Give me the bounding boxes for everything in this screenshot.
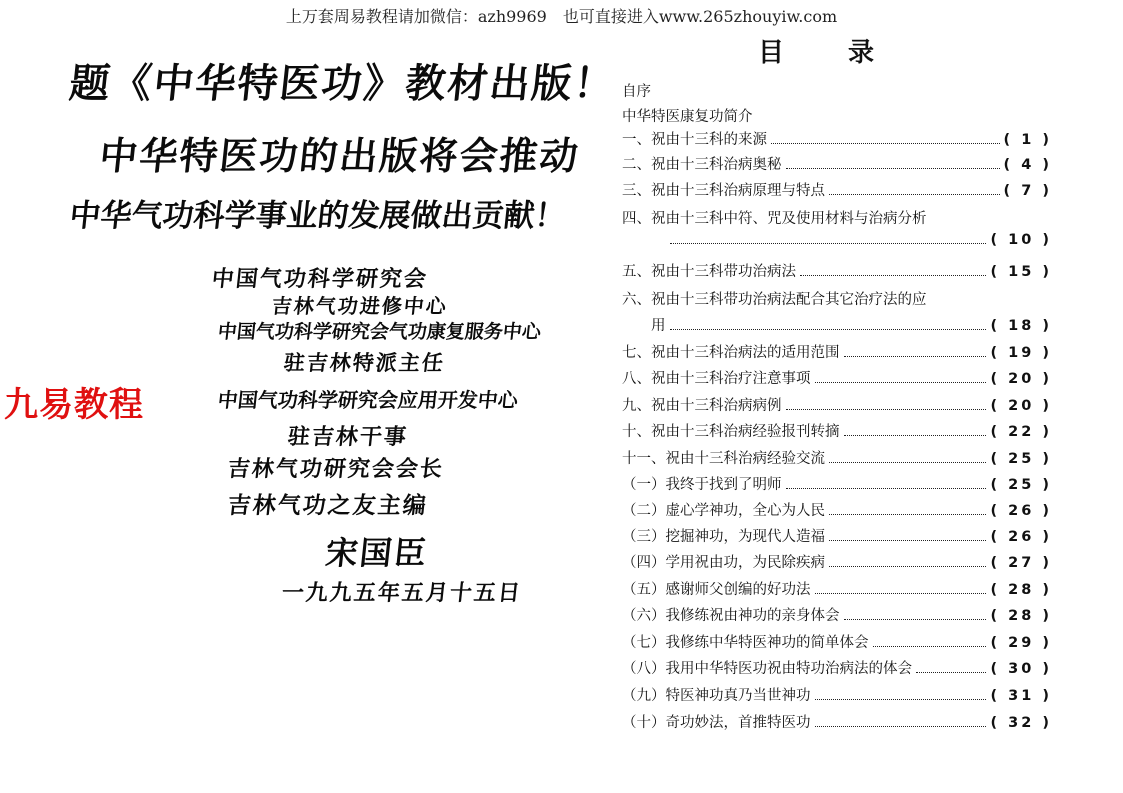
toc-entry <box>622 153 1052 175</box>
toc-leader-dots <box>844 435 987 436</box>
toc-entry-title: 七、祝由十三科治病法的适用范围 <box>622 345 840 361</box>
signature-line-6: 驻吉林干事 <box>286 424 410 450</box>
toc-entry-title: 十、祝由十三科治病经验报刊转摘 <box>622 424 840 440</box>
inscription-line-1: 题《中华特医功》教材出版！ <box>67 60 619 107</box>
toc-entry-title: （三）挖掘神功，为现代人造福 <box>622 529 825 545</box>
toc-entry-page: ( 28 ) <box>990 582 1052 598</box>
toc-entry-page: ( 30 ) <box>990 661 1052 677</box>
toc-entry <box>622 657 1052 679</box>
toc-entry <box>622 499 1052 521</box>
signature-line-8: 吉林气功之友主编 <box>226 492 430 519</box>
toc-entry-page: ( 22 ) <box>990 424 1052 440</box>
toc-entry <box>622 711 1052 733</box>
toc-entry-title: （六）我修练祝由神功的亲身体会 <box>622 608 840 624</box>
toc-entry-page: ( 19 ) <box>990 345 1052 361</box>
toc-leader-dots <box>786 488 987 489</box>
toc-entry <box>622 128 1052 150</box>
toc-entry <box>622 341 1052 363</box>
toc-entry <box>622 367 1052 389</box>
toc-leader-dots <box>829 194 1000 195</box>
toc-entry <box>622 179 1052 201</box>
toc-entry-page: ( 20 ) <box>990 371 1052 387</box>
toc-entry-title: 六、祝由十三科带功治病法配合其它治疗法的应 <box>622 292 927 308</box>
toc-entry-title: （四）学用祝由功，为民除疾病 <box>622 555 825 571</box>
toc-leader-dots <box>815 726 987 727</box>
inscription-date: 一九九五年五月十五日 <box>280 580 524 606</box>
toc-entry-title: 五、祝由十三科带功治病法 <box>622 264 796 280</box>
toc-entry <box>622 207 1052 229</box>
signature-line-2: 吉林气功进修中心 <box>270 294 450 318</box>
toc-leader-dots <box>670 243 986 244</box>
toc-entry-title: （八）我用中华特医功祝由特功治病法的体会 <box>622 661 912 677</box>
signature-line-1: 中国气功科学研究会 <box>210 266 430 292</box>
toc-leader-dots <box>829 566 986 567</box>
toc-entry <box>666 232 1052 254</box>
toc-leader-dots <box>815 382 987 383</box>
toc-leader-dots <box>873 646 987 647</box>
toc-entry-page: ( 28 ) <box>990 608 1052 624</box>
toc-entry-title: 八、祝由十三科治疗注意事项 <box>622 371 811 387</box>
toc-entry-title: （七）我修练中华特医神功的简单体会 <box>622 635 869 651</box>
toc-entry <box>622 604 1052 626</box>
page-header-banner: 上万套周易教程请加微信：azh9969 也可直接进入www.265zhouyiw.com <box>285 7 838 26</box>
toc-leader-dots <box>844 356 987 357</box>
toc-entry-page: ( 26 ) <box>990 503 1052 519</box>
toc-entry <box>622 525 1052 547</box>
toc-leader-dots <box>670 329 987 330</box>
toc-entry-page: ( 25 ) <box>990 451 1052 467</box>
watermark-logo-text: 九易教程 <box>4 385 144 425</box>
toc-entry-title: （五）感谢师父创编的好功法 <box>622 582 811 598</box>
toc-entry <box>622 260 1052 282</box>
toc-preface: 自序 <box>622 84 651 100</box>
toc-entry-title: （一）我终于找到了明师 <box>622 477 782 493</box>
toc-entry-page: ( 4 ) <box>1003 157 1052 173</box>
toc-entry-page: ( 29 ) <box>990 635 1052 651</box>
toc-entry <box>622 420 1052 442</box>
toc-entry <box>622 631 1052 653</box>
toc-entry-page: ( 26 ) <box>990 529 1052 545</box>
toc-leader-dots <box>815 593 987 594</box>
inscription-line-3: 中华气功科学事业的发展做出贡献！ <box>67 198 568 234</box>
toc-leader-dots <box>844 619 987 620</box>
toc-entry <box>622 551 1052 573</box>
toc-entry <box>622 447 1052 469</box>
toc-leader-dots <box>829 540 986 541</box>
toc-entry-page: ( 10 ) <box>990 232 1052 248</box>
toc-entry-page: ( 18 ) <box>990 318 1052 334</box>
toc-entry-title: 九、祝由十三科治病病例 <box>622 398 782 414</box>
toc-entry-page: ( 25 ) <box>990 477 1052 493</box>
toc-leader-dots <box>800 275 986 276</box>
toc-entry <box>622 684 1052 706</box>
toc-entry-title: 一、祝由十三科的来源 <box>622 132 767 148</box>
inscription-line-2: 中华特医功的出版将会推动 <box>97 133 583 178</box>
toc-entry-title: 四、祝由十三科中符、咒及使用材料与治病分析 <box>622 211 927 227</box>
toc-leader-dots <box>786 168 1000 169</box>
toc-entry-title: 三、祝由十三科治病原理与特点 <box>622 183 825 199</box>
toc-intro: 中华特医康复功简介 <box>622 109 753 125</box>
toc-entry <box>622 394 1052 416</box>
toc-entry-page: ( 32 ) <box>990 715 1052 731</box>
toc-entry-page: ( 7 ) <box>1003 183 1052 199</box>
toc-entry-title: （二）虚心学神功，全心为人民 <box>622 503 825 519</box>
toc-entry <box>622 578 1052 600</box>
toc-entry-title: （九）特医神功真乃当世神功 <box>622 688 811 704</box>
toc-entry-page: ( 15 ) <box>990 264 1052 280</box>
toc-leader-dots <box>815 699 987 700</box>
toc-title: 目录 <box>758 38 939 68</box>
toc-entry <box>622 473 1052 495</box>
signature-line-7: 吉林气功研究会会长 <box>226 456 446 482</box>
toc-entry-title: （十）奇功妙法，首推特医功 <box>622 715 811 731</box>
toc-entry-title: 二、祝由十三科治病奥秘 <box>622 157 782 173</box>
toc-entry-page: ( 1 ) <box>1003 132 1052 148</box>
toc-leader-dots <box>786 409 987 410</box>
toc-leader-dots <box>771 143 1000 144</box>
toc-entry-page: ( 20 ) <box>990 398 1052 414</box>
toc-entry-page: ( 27 ) <box>990 555 1052 571</box>
toc-leader-dots <box>916 672 986 673</box>
toc-leader-dots <box>829 462 986 463</box>
toc-entry-title: 用 <box>622 318 666 334</box>
signature-name: 宋国臣 <box>323 534 430 572</box>
toc-leader-dots <box>829 514 986 515</box>
signature-line-5: 中国气功科学研究会应用开发中心 <box>216 388 520 412</box>
signature-line-3: 中国气功科学研究会气功康复服务中心 <box>216 321 543 343</box>
toc-entry-page: ( 31 ) <box>990 688 1052 704</box>
toc-entry <box>622 288 1052 310</box>
toc-entry <box>622 314 1052 336</box>
toc-entry-title: 十一、祝由十三科治病经验交流 <box>622 451 825 467</box>
signature-line-4: 驻吉林特派主任 <box>282 350 447 375</box>
